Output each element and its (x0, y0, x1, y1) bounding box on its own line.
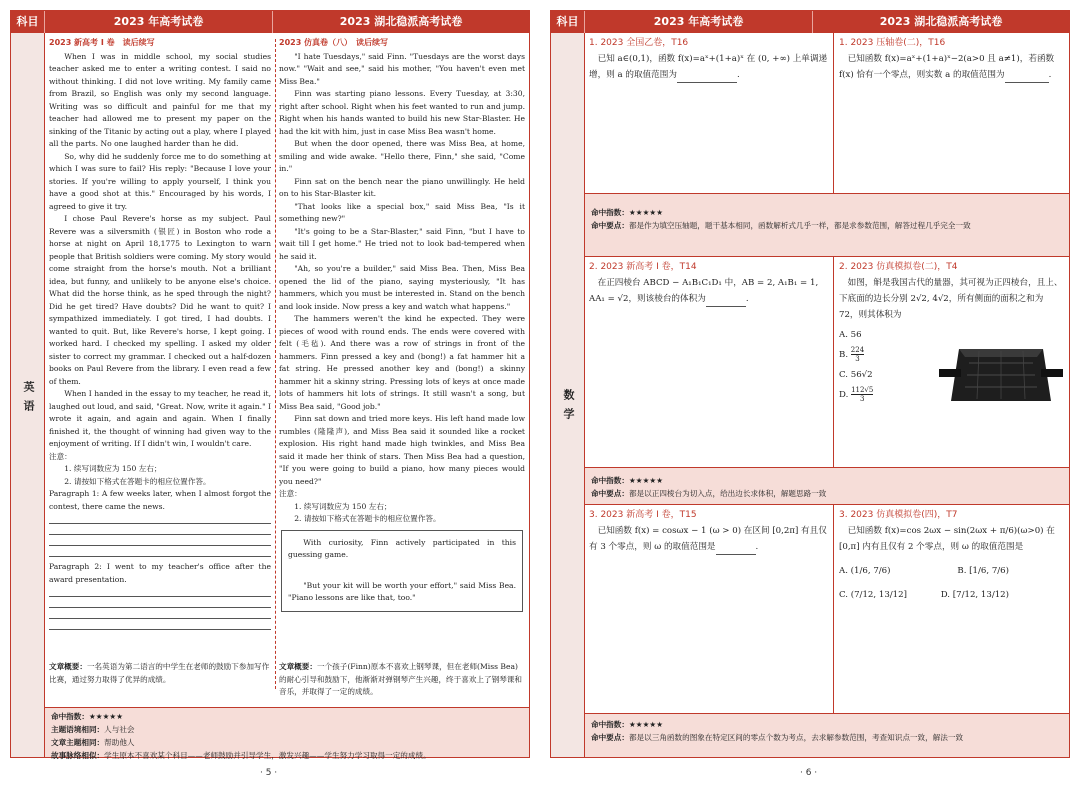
hu-vessel-image (939, 339, 1063, 409)
question-2-gaokao: 2. 2023 新高考 Ⅰ 卷，T14 在正四棱台 ABCD − A₁B₁C₁D₁ 中，AB = 2, A₁B₁ = 1, AA₁ = √2，则该棱台的体积为 . (589, 259, 829, 465)
writing-line (49, 524, 271, 535)
header-exam-2023: 2023 年高考试卷 (45, 11, 273, 33)
cell-divider (833, 33, 834, 193)
page-number: · 5 · (260, 768, 278, 778)
option-d-label: D. (839, 390, 849, 400)
writing-line (49, 608, 271, 619)
question-text: 已知函数 f(x) = cosωx − 1 (ω > 0) 在区间 [0,2π] 有且仅有 3 个零点，则 ω 的取值范围是 (589, 526, 827, 552)
summary-label: 文章概要： (279, 662, 317, 671)
option-d: D. [7/12, 13/12) (940, 590, 1009, 600)
answer-blank (1005, 74, 1049, 83)
writing-line (49, 586, 271, 597)
point-value: 都是以三角函数的图象在特定区间的零点个数为考点，去求解参数范围，考查知识点一致，解法一致 (628, 733, 964, 742)
point-label: 命中要点： (591, 221, 629, 230)
question-1-hubei: 1. 2023 压轴卷(二)，T16 已知函数 f(x)=aˣ+(1+a)ˣ−2(a>0 且 a≠1)，若函数 f(x) 恰有一个零点，则实数 a 的取值范围为 . (839, 35, 1065, 191)
paragraph: Finn sat on the bench near the piano unwillingly. He held on to his Star-Blaster kit. (279, 176, 525, 198)
paragraph: When I handed in the essay to my teacher, he read it, laughed out loud, and said, "Great. Now, write it again." I wrote it again, and again and again. When I finally finished it, the thought of winning had given way to the enjoyment of writing. If I didn't win, I wouldn't care. (49, 389, 271, 448)
point-value: 都是以正四棱台为切入点，给出边长求体积，解题思路一致 (628, 489, 827, 498)
paragraph: So, why did he suddenly force me to do something at which I was sure to fail? His reply: "Because I love your stories. If you're willing to apply yourself, I think you have a good shot at this." Encouraged by his words, I agreed to give it try. (49, 151, 271, 211)
hit-stars: ★★★★★ (628, 208, 664, 217)
answer-blank (706, 298, 746, 307)
answer-blank (677, 74, 737, 83)
paragraph: "I hate Tuesdays," said Finn. "Tuesdays are the worst days now." "Wait and see," said his mother, "You haven't even met Miss Bea." (279, 51, 525, 86)
hit-label: 命中指数： (51, 712, 89, 721)
note-title: 注意： (279, 489, 302, 498)
topic-value: 帮助他人 (104, 738, 135, 747)
header-subject: 科目 (11, 11, 45, 33)
continuation-box (281, 530, 523, 612)
hit-stars: ★★★★★ (628, 720, 664, 729)
hit-label: 命中指数： (591, 208, 629, 217)
point-label: 命中要点： (591, 733, 629, 742)
cell-divider (833, 505, 834, 713)
plot-value: 学生原本不喜欢某个科目——老师鼓励并引导学生，激发兴趣——学生努力学习取得一定的成绩。 (104, 751, 431, 760)
paragraph-2-prompt: Paragraph 2: I went to my teacher's office after the award presentation. (49, 562, 271, 584)
theme-label: 主题语境相同： (51, 725, 105, 734)
option-c: C. 56√2 (839, 370, 873, 380)
question-3-hubei (839, 507, 1065, 711)
hit-label: 命中指数： (591, 476, 629, 485)
question-3-gaokao: 3. 2023 新高考 Ⅰ 卷，T15 已知函数 f(x) = cosωx − 1 (ω > 0) 在区间 [0,2π] 有且仅有 3 个零点，则 ω 的取值范围是 . (589, 507, 829, 711)
writing-line (49, 597, 271, 608)
option-a: A. 56 (839, 330, 862, 340)
hit-label: 命中指数： (591, 720, 629, 729)
note-item: 1. 续写词数应为 150 左右； (294, 501, 392, 511)
subject-label: 英语 (22, 381, 35, 419)
subject-column (551, 33, 585, 757)
option-b-numerator: 224 (850, 346, 865, 354)
paragraph: Finn was starting piano lessons. Every Tuesday, at 3:30, right after school. Right when his feet wanted to run and jump. Right when his hands wanted to build his new Star-Blaster. He had the kit with him, just in case Miss Bea wasn't home. (279, 89, 525, 136)
paragraph-1-prompt: Paragraph 1: A few weeks later, when I almost forgot the contest, there came the news. (49, 489, 271, 511)
page-math (550, 10, 1070, 758)
summary-text: 一个孩子(Finn)原本不喜欢上钢琴课，但在老师(Miss Bea)的耐心引导和鼓励下，他渐渐对弹钢琴产生兴趣，终于喜欢上了钢琴课和音乐，并取得了一定的成绩。 (279, 662, 522, 696)
hit-analysis-2 (585, 467, 1069, 505)
box-prompt-2: "But your kit will be worth your effort," said Miss Bea. "Piano lessons are like that, too." (288, 580, 516, 602)
theme-value: 人与社会 (104, 725, 135, 734)
question-source: 2. 2023 仿真模拟卷(二)，T4 (839, 262, 958, 272)
question-source: 1. 2023 压轴卷(二)，T16 (839, 38, 946, 48)
reading-column-a (49, 37, 271, 687)
cell-divider (833, 257, 834, 467)
options-row-1 (839, 559, 1009, 583)
question-source: 1. 2023 全国乙卷，T16 (589, 38, 689, 48)
hit-stars: ★★★★★ (628, 476, 664, 485)
question-source: 3. 2023 新高考 Ⅰ 卷，T15 (589, 510, 697, 520)
header-subject: 科目 (551, 11, 585, 33)
paragraph: "Ah, so you're a builder," said Miss Bea. Then, Miss Bea opened the lid of the piano, saying mysteriously, "It has hammers, which you must be interested in. Stand on the bench and look inside. Now press a key and watch what happens." (279, 264, 525, 311)
option-b: B. [1/6, 7/6) (957, 566, 1009, 576)
note-title: 注意： (49, 451, 72, 461)
option-c: C. (7/12, 13/12] (839, 590, 907, 600)
question-text: 已知 a∈(0,1)，函数 f(x)=aˣ+(1+a)ˣ 在 (0, +∞) 上单调递增，则 a 的取值范围为 (589, 54, 828, 80)
plot-label: 故事脉络相似： (51, 751, 105, 760)
question-text: 在正四棱台 ABCD − A₁B₁C₁D₁ 中，AB = 2, A₁B₁ = 1, AA₁ = √2，则该棱台的体积为 (589, 278, 819, 304)
table-header (11, 11, 529, 33)
option-b-fraction (851, 346, 864, 363)
page-number: · 6 · (800, 768, 818, 778)
writing-line (49, 513, 271, 524)
table-header (551, 11, 1069, 33)
summary-text: 一名英语为第二语言的中学生在老师的鼓励下参加写作比赛，通过努力取得了优异的成绩。 (49, 662, 270, 684)
subject-column-footer (551, 713, 585, 757)
hit-analysis-3 (585, 713, 1069, 757)
note-item: 1. 续写词数应为 150 左右； (64, 464, 162, 473)
subject-column (11, 33, 45, 709)
source-tag: 2023 新高考 Ⅰ 卷 读后续写 (49, 38, 155, 47)
header-exam-hubei: 2023 湖北稳派高考试卷 (339, 15, 463, 28)
question-source: 2. 2023 新高考 Ⅰ 卷，T14 (589, 262, 697, 272)
option-b-label: B. (839, 350, 849, 360)
paragraph: "It's going to be a Star-Blaster," said Finn, "but I have to wait till I get home." He tried not to look bad-tempered when he said it. (279, 226, 525, 261)
writing-line (49, 619, 271, 630)
point-value: 都是作为填空压轴题，题干基本相同，函数解析式几乎一样，都是求参数范围，解答过程几乎完全一致 (628, 221, 971, 230)
column-divider (275, 39, 276, 689)
summary-b (279, 661, 525, 699)
box-prompt-1: With curiosity, Finn actively participated in this guessing game. (288, 537, 516, 559)
subject-column-footer (11, 707, 45, 757)
question-source: 3. 2023 仿真模拟卷(四)，T7 (839, 510, 958, 520)
option-b-denominator: 3 (855, 355, 860, 363)
paragraph: I chose Paul Revere's horse as my subject. Paul Revere was a silversmith (银匠) in Boston who rode a horse at night on April 18,1775 to Lexington to warn people that British soldiers were coming. My story would come straight from the horse's mouth. Not a brilliant idea, but funny, and unlikely to be anyone else's choice. What did the horse think, as he sped through the night? Did he get tired? Have doubts? Did he want to quit? I sympathized immediately. I got tired, I had doubts. I wanted to quit. But, like Revere's horse, I kept going. I worked hard. I checked my spelling. I asked my older sister to correct my grammar. I checked out a half-dozen books on Paul Revere from the library. I even read a few of them. (49, 214, 271, 386)
paragraph: When I was in middle school, my social studies teacher asked me to enter a writing contest. I said no without thinking. I did not love writing. My family came from Brazil, so English was only my second language. Writing was so difficult and painful for me that my teacher had allowed me to present my paper on the sinking of the Titanic by acting out a play, where I played all the parts. No one laughed harder than he did. (49, 51, 271, 148)
writing-line (49, 535, 271, 546)
question-2-hubei (839, 259, 1065, 465)
source-tag: 2023 仿真卷（八） 读后续写 (279, 38, 389, 47)
option-d-denominator: 3 (859, 395, 865, 403)
reading-column-b (279, 37, 525, 661)
point-label: 命中要点： (591, 489, 629, 498)
options-row-2 (839, 583, 1009, 607)
summary-label: 文章概要： (49, 662, 87, 671)
paragraph: The hammers weren't the kind he expected. They were pieces of wood with round ends. The ends were covered with felt (毛毡). And there was a row of strings in front of the hammers. Finn pressed a key and (bong!) a fat hammer hit a fat string. He pressed another key and (bong!) a skinny hammer hit a skinny string. Pressing lots of keys at once made lots of hammers hit lots of strings. It still wasn't a song, but Miss Bea said, "Good job." (279, 314, 525, 411)
note-item: 2. 请按如下格式在答题卡的相应位置作答。 (294, 514, 441, 523)
option-a: A. (1/6, 7/6) (839, 566, 891, 576)
hit-analysis-footer (45, 707, 529, 760)
hit-analysis-1 (585, 193, 1069, 257)
paragraph: But when the door opened, there was Miss Bea, at home, smiling and wide awake. "Hello there, Finn," she said, "Come in." (279, 139, 525, 173)
header-exam-hubei: 2023 湖北稳派高考试卷 (879, 15, 1003, 28)
note-item: 2. 请按如下格式在答题卡的相应位置作答。 (64, 476, 211, 486)
question-1-gaokao: 1. 2023 全国乙卷，T16 已知 a∈(0,1)，函数 f(x)=aˣ+(1+a)ˣ 在 (0, +∞) 上单调递增，则 a 的取值范围为 . (589, 35, 829, 191)
hit-stars: ★★★★★ (88, 712, 124, 721)
header-exam-2023: 2023 年高考试卷 (585, 11, 813, 33)
option-d-numerator: 112√5 (851, 386, 874, 394)
paragraph: "That looks like a special box," said Miss Bea, "Is it something new?" (279, 201, 525, 223)
question-text: 如图，斛是我国古代的量器，其可视为正四棱台，且上、下底面的边长分别 2√2, 4√2，所有侧面的面积之和为 72，则其体积为 (839, 278, 1063, 320)
summary-a (49, 661, 271, 686)
topic-label: 文章主题相同： (51, 738, 105, 747)
page-english (10, 10, 530, 758)
answer-blank (716, 546, 756, 555)
question-text: 已知函数 f(x)=cos 2ωx − sin(2ωx + π/6)(ω>0) 在 [0,π] 内有且仅有 2 个零点，则 ω 的取值范围是 (839, 526, 1055, 552)
row-rule (585, 193, 1069, 194)
subject-label: 数学 (562, 389, 575, 427)
paragraph: Finn sat down and tried more keys. His left hand made low rumbles (隆隆声), and Miss Bea said it sounded like a rocket explosion. His right hand made high twinkles, and Miss Bea said it made her think of stars. Then Miss Bea had a question, "If you were going to build a piano, how many pieces would you need?" (279, 414, 525, 486)
option-d-fraction (851, 386, 873, 403)
writing-line (49, 546, 271, 557)
question-text: 已知函数 f(x)=aˣ+(1+a)ˣ−2(a>0 且 a≠1)，若函数 f(x) 恰有一个零点，则实数 a 的取值范围为 (839, 54, 1055, 80)
